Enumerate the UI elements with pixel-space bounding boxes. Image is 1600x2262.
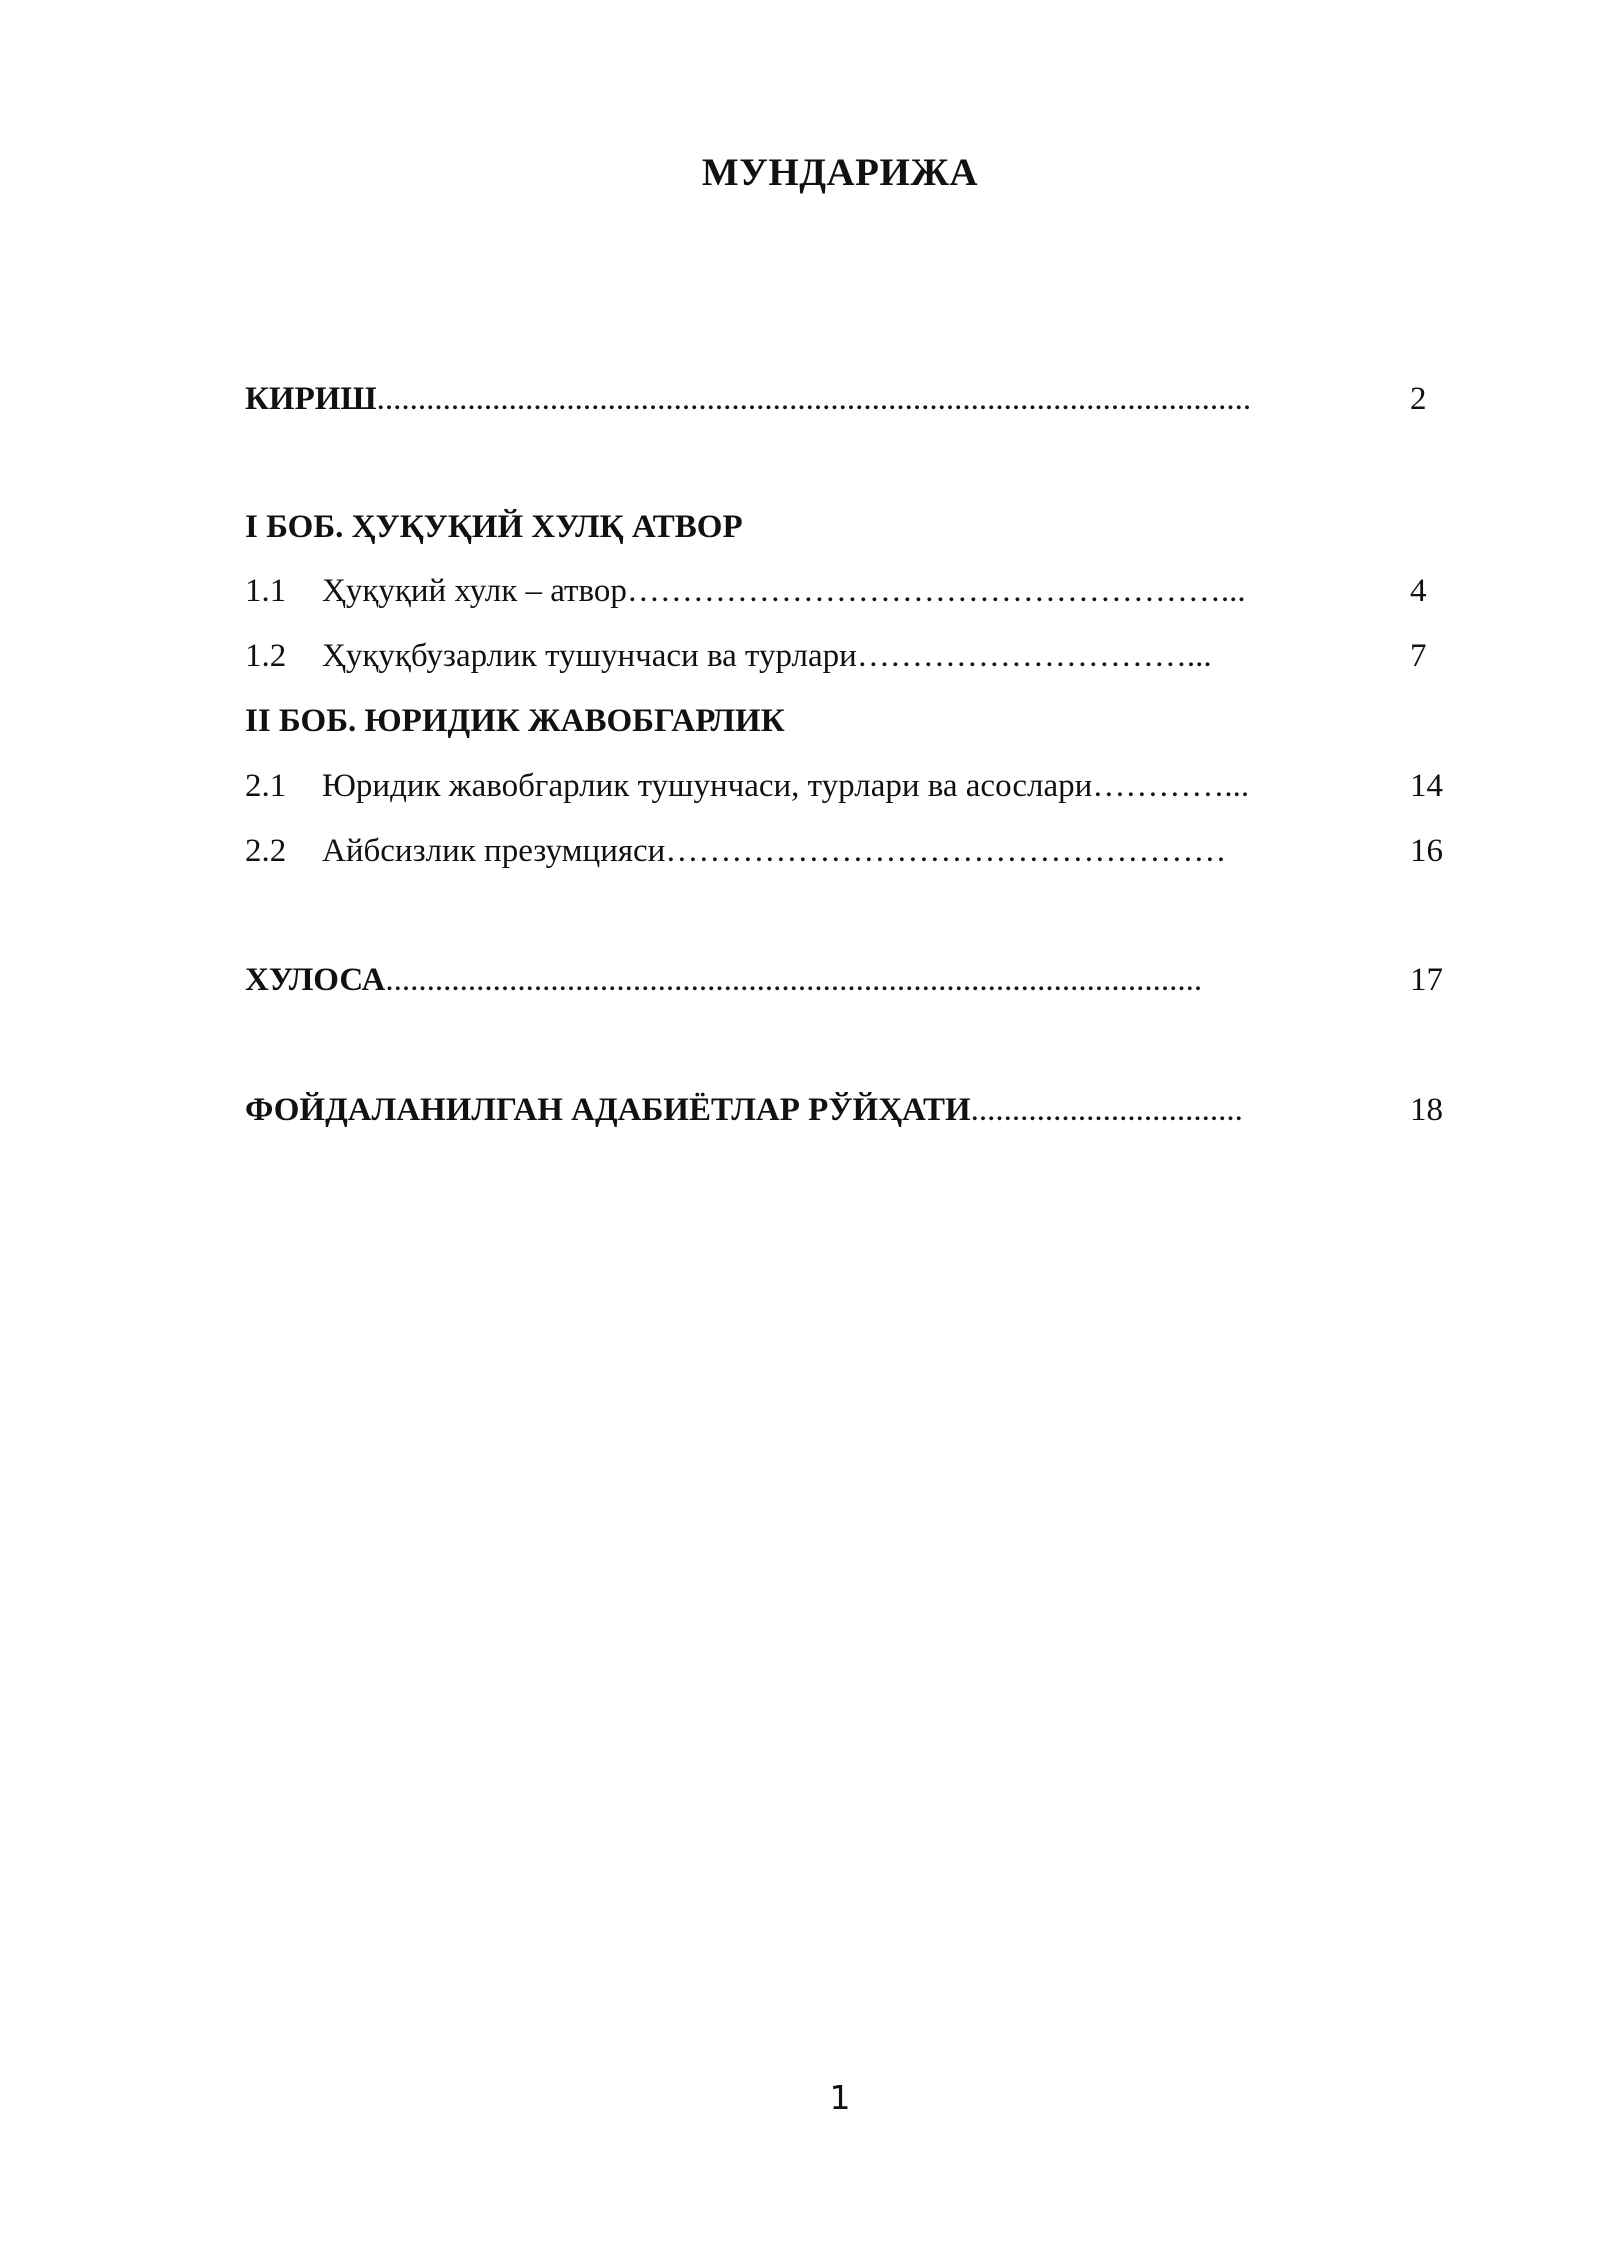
toc-entry-label: КИРИШ — [245, 381, 377, 417]
toc-page-number: 14 — [1410, 768, 1443, 804]
page-title: МУНДАРИЖА — [701, 151, 979, 194]
toc-entry-conclusion[interactable] — [245, 956, 1470, 1004]
toc-entry-2-1[interactable] — [245, 762, 1470, 810]
page-number: 1 — [829, 2078, 851, 2117]
toc-entry-label: ФОЙДАЛАНИЛГАН АДАБИЁТЛАР РЎЙҲАТИ — [245, 1092, 971, 1128]
toc-page-number: 2 — [1410, 381, 1427, 417]
toc-leader-dots: ………………………………………………... — [626, 573, 1246, 609]
toc-entry-intro[interactable] — [245, 375, 1470, 423]
toc-entry-references[interactable] — [245, 1086, 1470, 1134]
toc-page-number: 7 — [1410, 638, 1427, 674]
toc-entry-label: ХУЛОСА — [245, 962, 386, 998]
toc-leader-dots: …………………………………………… — [665, 833, 1227, 869]
toc-section-number: 1.2 — [245, 638, 287, 674]
toc-section-number: 2.1 — [245, 768, 287, 804]
toc-entry-label: Ҳуқуқий хулк – атвор — [322, 573, 627, 609]
toc-entry-label: Айбсизлик презумцияси — [322, 833, 666, 869]
toc-leader-dots: ................................. — [970, 1092, 1243, 1128]
toc-leader-dots: …………………………... — [856, 638, 1212, 674]
toc-entry-1-2[interactable] — [245, 632, 1470, 680]
toc-leader-dots: …………... — [1092, 768, 1250, 804]
toc-chapter-2-heading: II БОБ. ЮРИДИК ЖАВОБГАРЛИК — [245, 703, 785, 739]
toc-page-number: 18 — [1410, 1092, 1443, 1128]
toc-page-number: 4 — [1410, 573, 1427, 609]
toc-page-number: 17 — [1410, 962, 1443, 998]
toc-leader-dots: .......................................................................................................... — [376, 381, 1252, 417]
toc-entry-1-1[interactable] — [245, 567, 1470, 615]
toc-entry-label: Юридик жавобгарлик тушунчаси, турлари ва асослари — [322, 768, 1093, 804]
toc-section-number: 2.2 — [245, 833, 287, 869]
toc-entry-2-2[interactable] — [245, 827, 1470, 875]
toc-leader-dots: ................................................................................................... — [385, 962, 1203, 998]
toc-chapter-1-heading: I БОБ. ҲУҚУҚИЙ ХУЛҚ АТВОР — [245, 509, 743, 545]
toc-page-number: 16 — [1410, 833, 1443, 869]
toc-entry-label: Ҳуқуқбузарлик тушунчаси ва турлари — [322, 638, 857, 674]
toc-section-number: 1.1 — [245, 573, 287, 609]
